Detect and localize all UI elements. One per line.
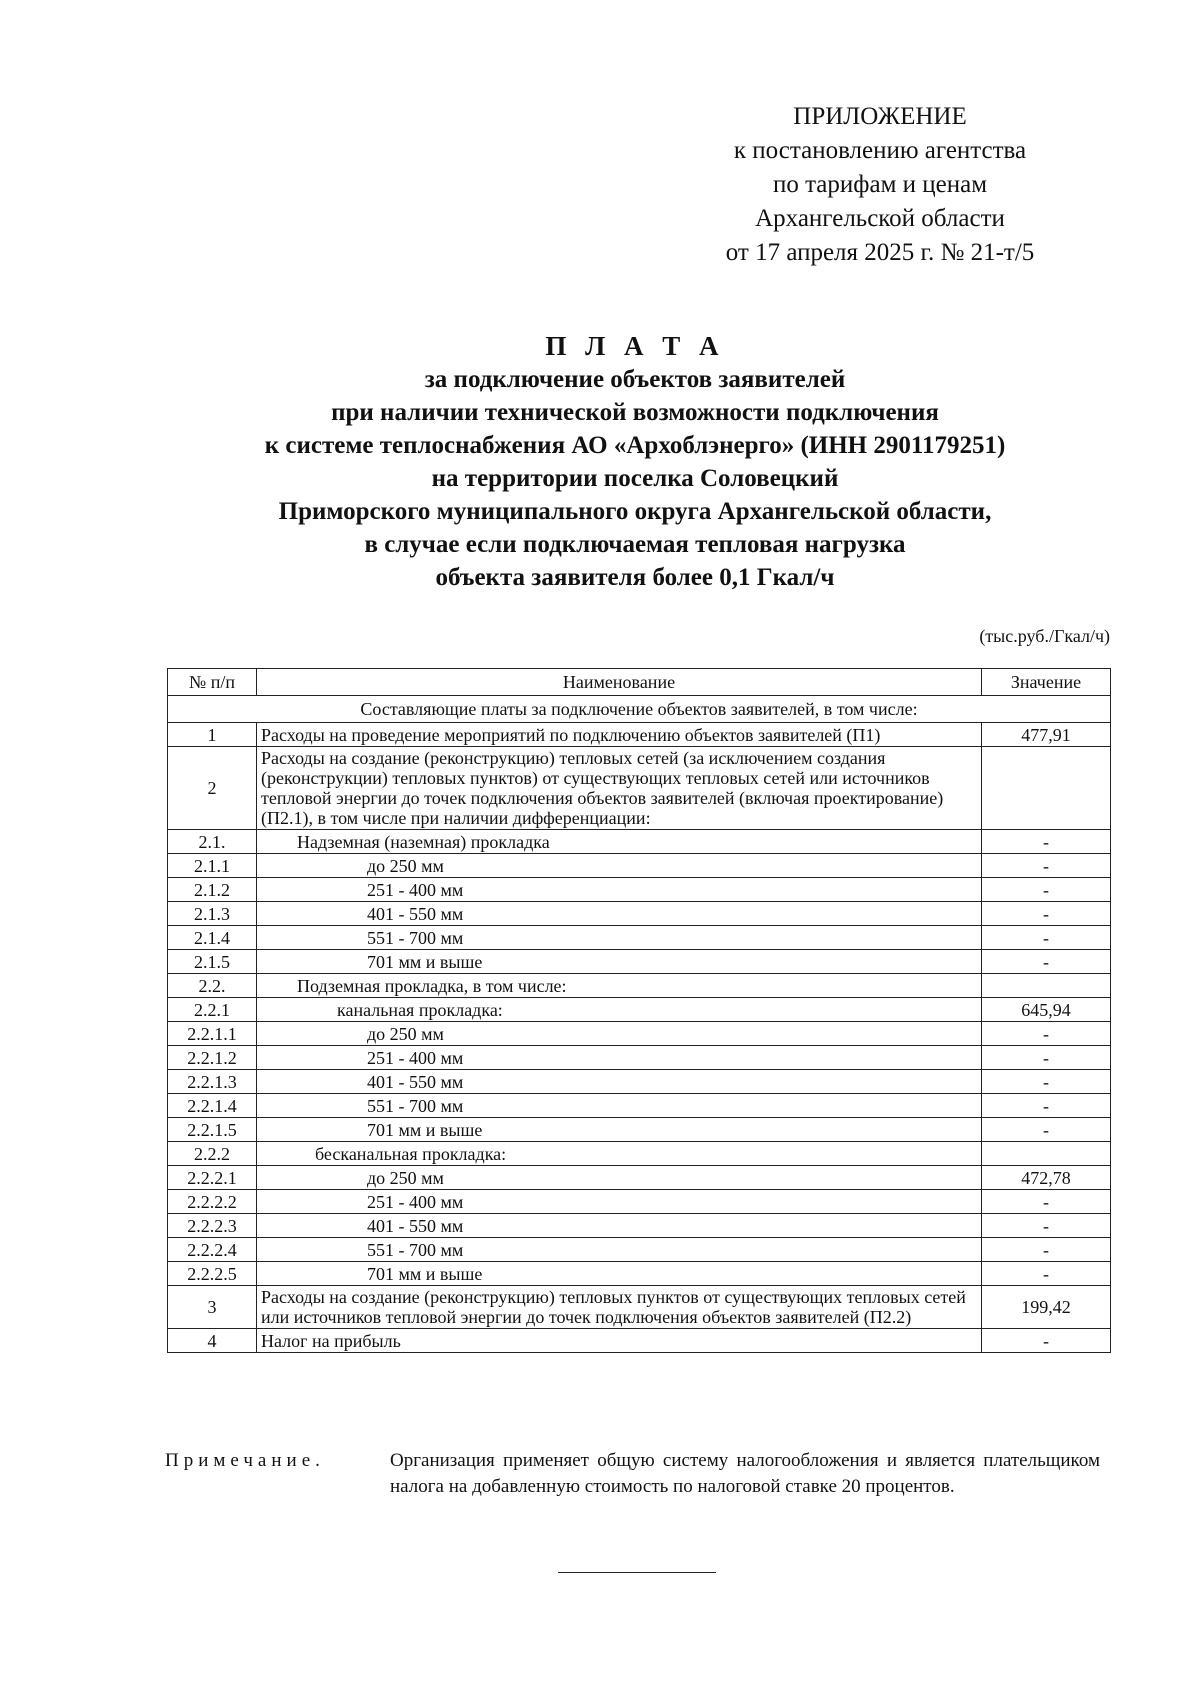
table-row	[168, 1070, 1111, 1094]
heading-line: при наличии технической возможности подключения	[331, 399, 939, 426]
annex-date-number: от 17 апреля 2025 г. № 21-т/5	[725, 239, 1035, 266]
table-row	[168, 1238, 1111, 1262]
closing-divider	[558, 1572, 716, 1573]
row-value: -	[982, 926, 1111, 950]
row-value: -	[982, 902, 1111, 926]
table-row	[168, 1262, 1111, 1286]
row-num: 2.2.1.1	[168, 1022, 257, 1046]
row-value: -	[982, 1214, 1111, 1238]
header-name: Наименование	[257, 669, 982, 696]
table-row	[168, 830, 1111, 854]
row-value: -	[982, 878, 1111, 902]
header-value: Значение	[982, 669, 1111, 696]
row-name: 401 - 550 мм	[257, 1070, 982, 1094]
row-num: 2.2.2.5	[168, 1262, 257, 1286]
table-row	[168, 974, 1111, 998]
table-row	[168, 1022, 1111, 1046]
table-row	[168, 1190, 1111, 1214]
table-row	[168, 1142, 1111, 1166]
table-row	[168, 1286, 1111, 1329]
row-value: -	[982, 1262, 1111, 1286]
row-name: бесканальная прокладка:	[257, 1142, 982, 1166]
annex-line: к постановлению агентства	[733, 137, 1027, 164]
table-row	[168, 1214, 1111, 1238]
row-value: -	[982, 1118, 1111, 1142]
row-value: -	[982, 854, 1111, 878]
row-num: 2.2.1	[168, 998, 257, 1022]
table-header-row	[168, 669, 1111, 696]
row-name: Надземная (наземная) прокладка	[257, 830, 982, 854]
row-num: 3	[168, 1286, 257, 1329]
row-name: до 250 мм	[257, 1022, 982, 1046]
row-num: 2.2.2.2	[168, 1190, 257, 1214]
heading-line: в случае если подключаемая тепловая нагрузка	[364, 531, 906, 558]
row-value: -	[982, 1022, 1111, 1046]
row-num: 2.2.1.5	[168, 1118, 257, 1142]
row-name: 551 - 700 мм	[257, 1094, 982, 1118]
annex-block	[680, 100, 1080, 270]
row-name: 701 мм и выше	[257, 1118, 982, 1142]
tariff-table	[167, 668, 1111, 1353]
row-name: до 250 мм	[257, 1166, 982, 1190]
row-num: 2.2.2	[168, 1142, 257, 1166]
row-name: 701 мм и выше	[257, 1262, 982, 1286]
heading-line: объекта заявителя более 0,1 Гкал/ч	[435, 564, 835, 591]
row-value: -	[982, 1046, 1111, 1070]
heading-line: за подключение объектов заявителей	[424, 366, 846, 393]
row-value: -	[982, 950, 1111, 974]
heading-line: к системе теплоснабжения АО «Архоблэнерго» (ИНН 2901179251)	[264, 432, 1006, 459]
row-value	[982, 747, 1111, 830]
row-name: 251 - 400 мм	[257, 878, 982, 902]
document-title: П Л А Т А	[545, 331, 725, 361]
row-value: -	[982, 1070, 1111, 1094]
row-num: 2.2.	[168, 974, 257, 998]
row-num: 2.2.2.3	[168, 1214, 257, 1238]
row-num: 1	[168, 723, 257, 747]
table-row	[168, 998, 1111, 1022]
table-row	[168, 854, 1111, 878]
table-row	[168, 950, 1111, 974]
row-num: 2.2.1.3	[168, 1070, 257, 1094]
header-num: № п/п	[168, 669, 257, 696]
section-row	[168, 696, 1111, 723]
row-value	[982, 1142, 1111, 1166]
row-num: 2.1.5	[168, 950, 257, 974]
section-label: Составляющие платы за подключение объектов заявителей, в том числе:	[168, 696, 1111, 723]
row-value: 645,94	[982, 998, 1111, 1022]
table-row	[168, 902, 1111, 926]
row-value: 199,42	[982, 1286, 1111, 1329]
units-label: (тыс.руб./Гкал/ч)	[979, 626, 1110, 646]
table-row	[168, 1166, 1111, 1190]
heading-line: Приморского муниципального округа Архангельской области,	[278, 498, 992, 525]
table-row	[168, 1046, 1111, 1070]
row-value: -	[982, 1190, 1111, 1214]
row-value: 477,91	[982, 723, 1111, 747]
row-name: 701 мм и выше	[257, 950, 982, 974]
row-num: 2.2.1.4	[168, 1094, 257, 1118]
row-value: -	[982, 1238, 1111, 1262]
row-name: канальная прокладка:	[257, 998, 982, 1022]
document-heading	[130, 330, 1140, 594]
row-value	[982, 974, 1111, 998]
table-row	[168, 878, 1111, 902]
row-name: 251 - 400 мм	[257, 1190, 982, 1214]
annex-title: ПРИЛОЖЕНИЕ	[793, 103, 967, 130]
heading-line: на территории поселка Соловецкий	[431, 465, 839, 492]
row-value: -	[982, 1329, 1111, 1353]
row-num: 2.2.1.2	[168, 1046, 257, 1070]
row-value: -	[982, 1094, 1111, 1118]
row-name: Расходы на создание (реконструкцию) тепловых пунктов от существующих тепловых сетей или источников тепловой энергии до точек подключения объектов заявителей (П2.2)	[257, 1286, 982, 1329]
row-num: 2	[168, 747, 257, 830]
row-name: 551 - 700 мм	[257, 926, 982, 950]
row-num: 2.2.2.1	[168, 1166, 257, 1190]
row-num: 2.1.3	[168, 902, 257, 926]
table-row	[168, 1118, 1111, 1142]
row-name: 551 - 700 мм	[257, 1238, 982, 1262]
table-row	[168, 747, 1111, 830]
row-num: 2.2.2.4	[168, 1238, 257, 1262]
row-name: Налог на прибыль	[257, 1329, 982, 1353]
row-value: -	[982, 830, 1111, 854]
row-name: до 250 мм	[257, 854, 982, 878]
row-name: 401 - 550 мм	[257, 1214, 982, 1238]
row-num: 2.1.2	[168, 878, 257, 902]
row-name: Расходы на проведение мероприятий по подключению объектов заявителей (П1)	[257, 723, 982, 747]
annex-line: Архангельской области	[755, 205, 1005, 232]
row-num: 4	[168, 1329, 257, 1353]
row-name: Расходы на создание (реконструкцию) тепловых сетей (за исключением создания (реконструкции) тепловых пунктов) от существующих тепловых сетей или источников тепловой энергии до точек подключения объектов заявителей (включая проектирование) (П2.1), в том числе при наличии дифференциации:	[257, 747, 982, 830]
table-row	[168, 926, 1111, 950]
row-value: 472,78	[982, 1166, 1111, 1190]
row-num: 2.1.	[168, 830, 257, 854]
row-name: Подземная прокладка, в том числе:	[257, 974, 982, 998]
table-row	[168, 1329, 1111, 1353]
row-name: 401 - 550 мм	[257, 902, 982, 926]
table-row	[168, 723, 1111, 747]
row-num: 2.1.1	[168, 854, 257, 878]
row-name: 251 - 400 мм	[257, 1046, 982, 1070]
annex-line: по тарифам и ценам	[772, 171, 988, 198]
note-text: Организация применяет общую систему налогообложения и является плательщиком налога на добавленную стоимость по налоговой ставке 20 процентов.	[390, 1450, 1100, 1497]
row-num: 2.1.4	[168, 926, 257, 950]
note-label: Примечание.	[165, 1450, 325, 1471]
table-row	[168, 1094, 1111, 1118]
